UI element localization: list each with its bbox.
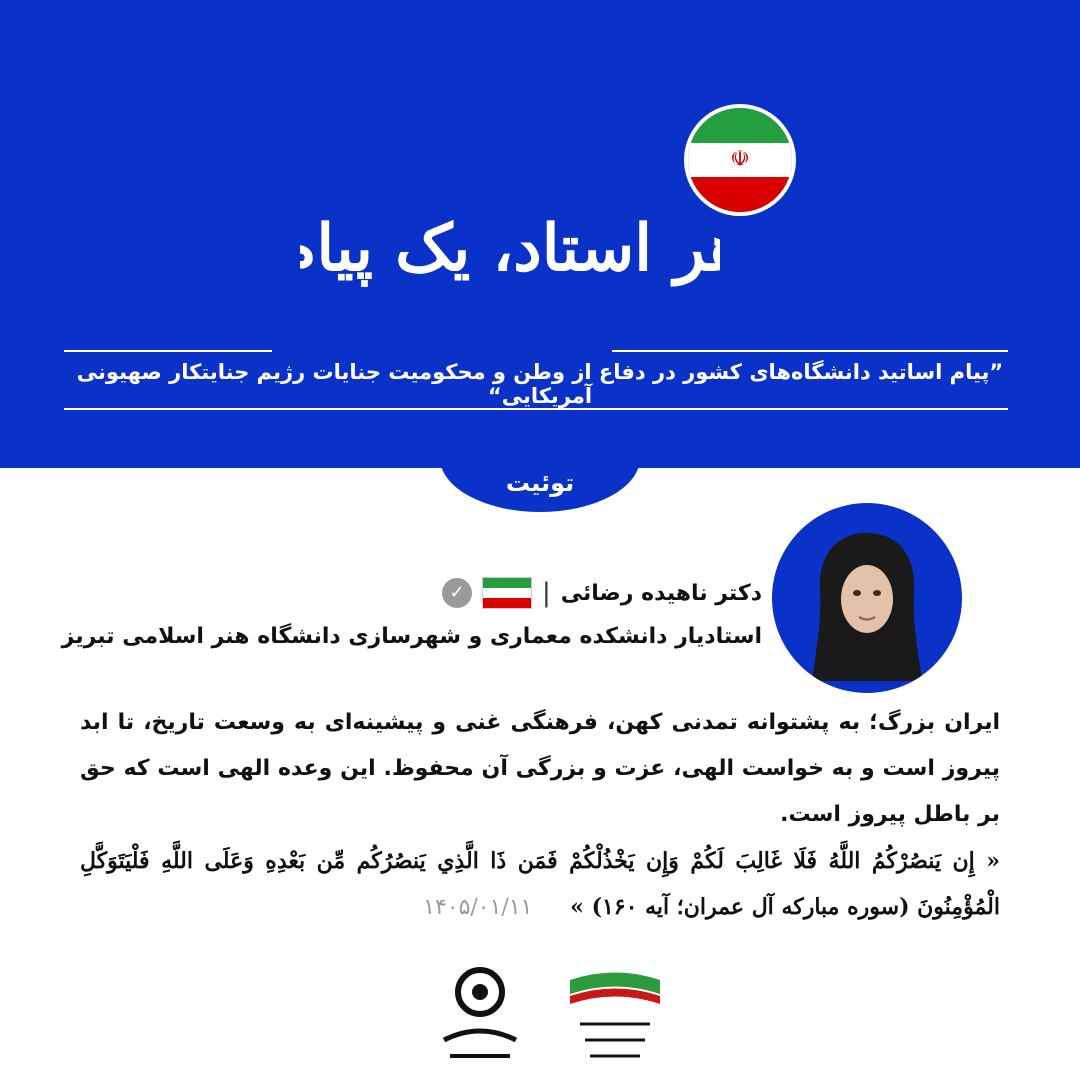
message-paragraph: ایران بزرگ؛ به پشتوانه تمدنی کهن، فرهنگی غنی و پیشینه‌ای به وسعت تاریخ، تا ابد پیروز است و به خواست الهی، عزت و بزرگی آن محفوظ. این وعده الهی است که حق بر باطل پیروز است. xyxy=(80,710,1000,827)
quran-verse xyxy=(80,838,1000,931)
message-date: ۱۴۰۵/۰۱/۱۱ xyxy=(423,895,533,920)
subtitle: ”پیام اساتید دانشگاه‌های کشور در دفاع از وطن و محکومیت جنایات رژیم جنایتکار صهیونی آمریکایی“ xyxy=(76,360,1004,408)
author-name-row xyxy=(442,577,762,609)
bottom-divider xyxy=(64,408,1008,410)
author-role: استادیار دانشکده معماری و شهرسازی دانشگاه هنر اسلامی تبریز xyxy=(61,624,762,649)
name-separator: | xyxy=(542,578,551,608)
quran-verse-text: « إِن يَنصُرْكُمُ اللَّهُ فَلَا غَالِبَ لَكُمْ وَإِن يَخْذُلْكُمْ فَمَن ذَا الَّذِي يَنصُرُكُم مِّن بَعْدِهِ وَعَلَى اللَّهِ فَلْيَتَوَكَّلِ الْمُؤْمِنُونَ (سوره مبارکه آل عمران؛ آیه ۱۶۰) » xyxy=(80,848,1000,920)
verified-badge-icon: ✓ xyxy=(442,578,472,608)
top-divider-right xyxy=(612,350,1008,352)
tweet-tab-label: توئیت xyxy=(440,458,640,512)
calligraphy-title xyxy=(300,120,720,360)
footer-logos xyxy=(430,960,670,1070)
iran-flag-icon: ☫ xyxy=(684,104,796,216)
message-body xyxy=(80,700,1000,931)
author-name: دکتر ناهیده رضائی xyxy=(560,580,762,606)
profile-photo-icon xyxy=(812,531,922,681)
calligraphy-title-text: هر استاد، یک پیام xyxy=(300,211,720,286)
top-divider-left xyxy=(64,350,272,352)
university-logo-icon xyxy=(430,960,530,1070)
basij-logo-icon xyxy=(560,960,670,1070)
iran-flag-small-icon xyxy=(482,577,532,609)
avatar xyxy=(772,503,962,693)
